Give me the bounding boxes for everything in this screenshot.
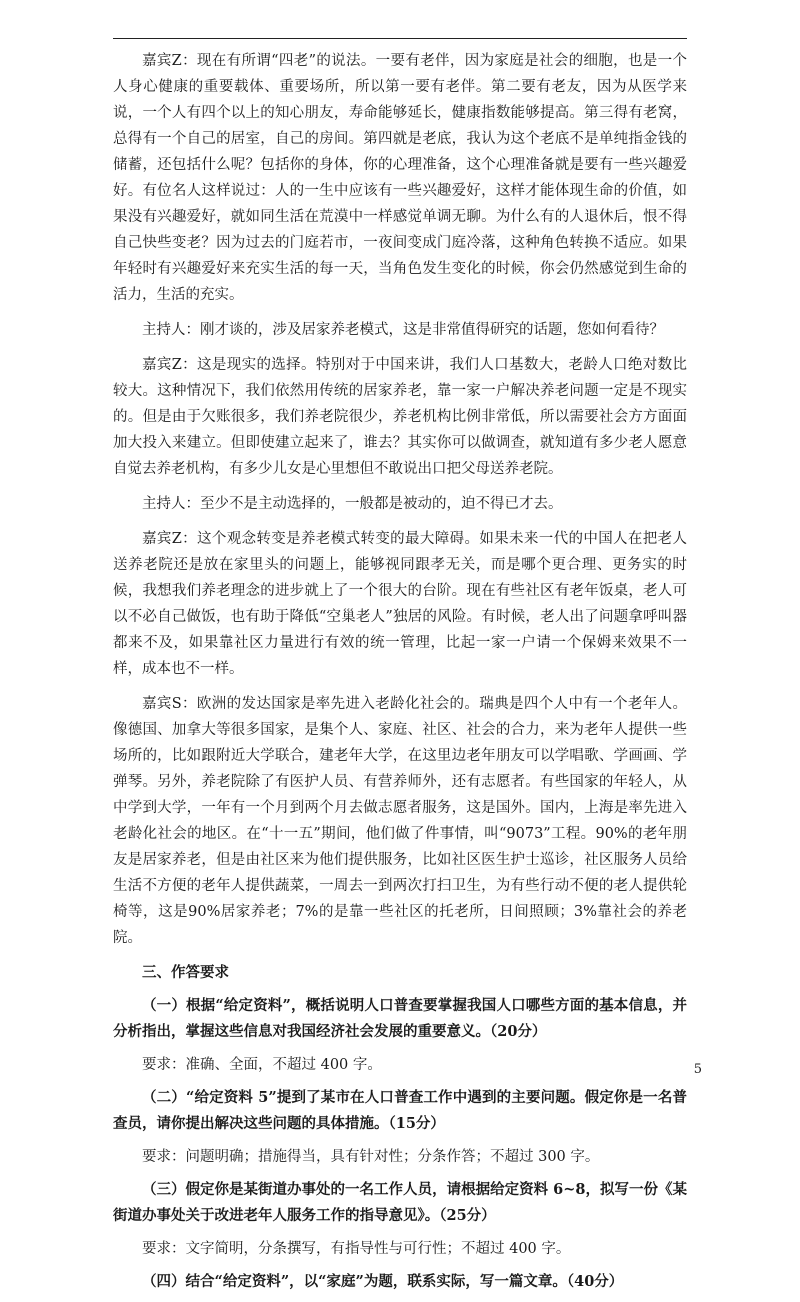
question-1: （一）根据“给定资料”，概括说明人口普查要掌握我国人口哪些方面的基本信息，并分析指出，掌握这些信息对我国经济社会发展的重要意义。（20分）: [113, 997, 687, 1040]
paragraph-guest-s-europe: 嘉宾S：欧洲的发达国家是率先进入老龄化社会的。瑞典是四个人中有一个老年人。像德国、加拿大等很多国家，是集个人、家庭、社区、社会的合力，来为老年人提供一些场所的，比如跟附近大学联合，建老年大学，在这里边老年朋友可以学唱歌、学画画、学弹琴。另外，养老院除了有医护人员、有营养师外，还有志愿者。有些国家的年轻人，从中学到大学，一年有一个月到两个月去做志愿者服务，这是国外。国内，上海是率先进入老龄化社会的地区。在“十一五”期间，他们做了件事情，叫“9073”工程。90%的老年朋友是居家养老，但是由社区来为他们提供服务，比如社区医生护士巡诊，社区服务人员给生活不方便的老年人提供蔬菜，一周去一到两次打扫卫生，为有些行动不便的老人提供轮椅等，这是90%居家养老；7%的是靠一些社区的托老所，日间照顾；3%靠社会的养老院。: [113, 696, 687, 946]
section-title: 三、作答要求: [142, 964, 229, 981]
paragraph-guest-z-concept: 嘉宾Z：这个观念转变是养老模式转变的最大障碍。如果未来一代的中国人在把老人送养老院还是放在家里头的问题上，能够视同跟孝无关，而是哪个更合理、更务实的时候，我想我们养老理念的进步就上了一个很大的台阶。现在有些社区有老年饭桌，老人可以不必自己做饭，也有助于降低“空巢老人”独居的风险。有时候，老人出了问题拿呼叫器都来不及，如果靠社区力量进行有效的统一管理，比起一家一户请一个保姆来效果不一样，成本也不一样。: [113, 531, 687, 677]
document-page: [113, 38, 687, 1302]
question-2-requirement: 要求：问题明确；措施得当，具有针对性；分条作答；不超过 300 字。: [142, 1149, 600, 1165]
paragraph-guest-z-reality: 嘉宾Z：这是现实的选择。特别对于中国来讲，我们人口基数大，老龄人口绝对数比较大。这种情况下，我们依然用传统的居家养老，靠一家一户解决养老问题一定是不现实的。但是由于欠账很多，我们养老院很少，养老机构比例非常低，所以需要社会方方面面加大投入来建立。但即使建立起来了，谁去？其实你可以做调查，就知道有多少老人愿意自觉去养老机构，有多少儿女是心里想但不敢说出口把父母送养老院。: [113, 357, 687, 477]
question-2: （二）“给定资料 5”提到了某市在人口普查工作中遇到的主要问题。假定你是一名普查员，请你提出解决这些问题的具体措施。（15分）: [113, 1089, 687, 1132]
question-3: （三）假定你是某街道办事处的一名工作人员，请根据给定资料 6~8，拟写一份《某街道办事处关于改进老年人服务工作的指导意见》。（25分）: [113, 1181, 687, 1224]
question-1-requirement: 要求：准确、全面，不超过 400 字。: [142, 1057, 382, 1073]
paragraph-host-question: 主持人：刚才谈的，涉及居家养老模式，这是非常值得研究的话题，您如何看待？: [142, 322, 664, 338]
paragraph-host-passive: 主持人：至少不是主动选择的，一般都是被动的，迫不得已才去。: [142, 496, 563, 512]
question-3-requirement: 要求：文字简明，分条撰写，有指导性与可行性；不超过 400 字。: [142, 1241, 571, 1257]
paragraph-guest-z-four-olds: 嘉宾Z：现在有所谓“四老”的说法。一要有老伴，因为家庭是社会的细胞，也是一个人身心健康的重要载体、重要场所，所以第一要有老伴。第二要有老友，因为从医学来说，一个人有四个以上的知心朋友，寿命能够延长，健康指数能够提高。第三得有老窝，总得有一个自己的居室，自己的房间。第四就是老底，我认为这个老底不是单纯指金钱的储蓄，还包括什么呢？包括你的身体，你的心理准备，这个心理准备就是要有一些兴趣爱好。有位名人这样说过：人的一生中应该有一些兴趣爱好，这样才能体现生命的价值，如果没有兴趣爱好，就如同生活在荒漠中一样感觉单调无聊。为什么有的人退休后，恨不得自己快些变老？因为过去的门庭若市，一夜间变成门庭冷落，这种角色转换不适应。如果年轻时有兴趣爱好来充实生活的每一天，当角色发生变化的时候，你会仍然感觉到生命的活力，生活的充实。: [113, 53, 687, 303]
page-number: 5: [693, 1062, 702, 1077]
question-4: （四）结合“给定资料”，以“家庭”为题，联系实际，写一篇文章。（40分）: [142, 1273, 624, 1290]
header-rule: [113, 38, 687, 39]
